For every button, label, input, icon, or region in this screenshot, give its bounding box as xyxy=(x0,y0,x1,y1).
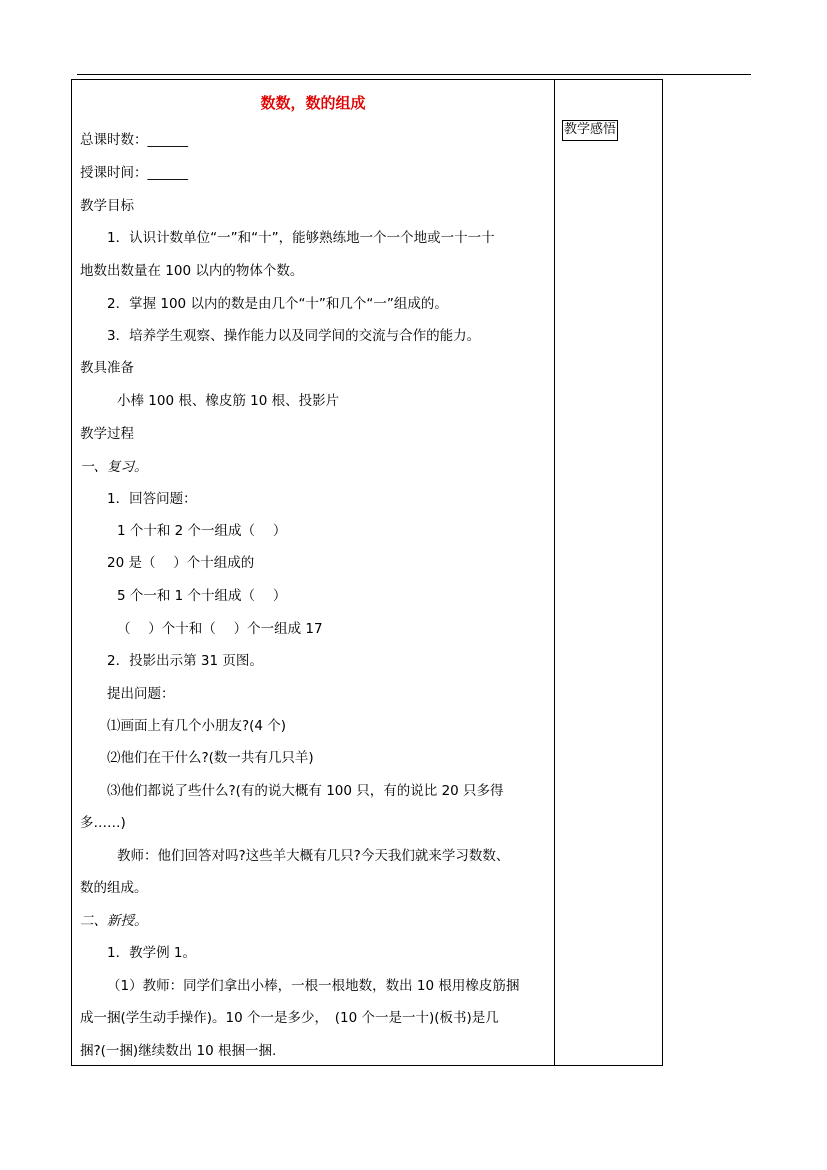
section-heading-process: 教学过程 xyxy=(80,426,134,442)
objective-3: 3．培养学生观察、操作能力以及同学间的交流与合作的能力。 xyxy=(107,328,481,344)
objective-1: 1．认识计数单位“一”和“十”，能够熟练地一个一个地或一十一十 xyxy=(107,230,495,246)
header-rule xyxy=(77,74,751,75)
review-item-1: 1．回答问题： xyxy=(107,491,197,507)
teacher-remark: 教师：他们回答对吗?这些羊大概有几只?今天我们就来学习数数、 xyxy=(117,848,510,864)
part-new-heading: 二、新授。 xyxy=(80,913,148,929)
lesson-title: 数数，数的组成 xyxy=(260,94,366,112)
question-point-3: ⑶他们都说了些什么?(有的说大概有 100 只，有的说比 20 只多得 xyxy=(107,783,504,799)
reflection-label: 教学感悟 xyxy=(562,120,618,141)
materials-list: 小棒 100 根、橡皮筋 10 根、投影片 xyxy=(117,393,340,409)
question-point-3-cont: 多……) xyxy=(80,815,126,831)
question-point-2: ⑵他们在干什么?(数一共有几只羊) xyxy=(107,750,314,766)
teaching-time-line: 授课时间：______ xyxy=(80,165,188,181)
activity-line-cont: 捆?(一捆)继续数出 10 根捆一捆. xyxy=(80,1043,277,1059)
activity-line: （1）教师：同学们拿出小棒，一根一根地数，数出 10 根用橡皮筋捆 xyxy=(107,978,520,994)
question-line: 5 个一和 1 个十组成（ ） xyxy=(117,588,287,604)
question-line: 20 是（ ）个十组成的 xyxy=(107,555,255,571)
question-line: 1 个十和 2 个一组成（ ） xyxy=(117,523,287,539)
lesson-table xyxy=(71,79,663,1066)
new-item-1: 1．教学例 1。 xyxy=(107,945,196,961)
objective-2: 2．掌握 100 以内的数是由几个“十”和几个“一”组成的。 xyxy=(107,296,448,312)
section-heading-materials: 教具准备 xyxy=(80,360,134,376)
review-item-2: 2．投影出示第 31 页图。 xyxy=(107,653,263,669)
column-divider xyxy=(554,79,555,1066)
question-line: （ ）个十和（ ）个一组成 17 xyxy=(117,621,323,637)
teacher-remark-cont: 数的组成。 xyxy=(80,880,148,896)
activity-line-cont: 成一捆(学生动手操作)。10 个一是多少， (10 个一是一十)(板书)是几 xyxy=(80,1010,499,1026)
raise-questions-label: 提出问题： xyxy=(107,686,175,702)
section-heading-objectives: 教学目标 xyxy=(80,198,134,214)
question-point-1: ⑴画面上有几个小朋友?(4 个) xyxy=(107,718,287,734)
part-review-heading: 一、复习。 xyxy=(80,459,148,475)
total-hours-line: 总课时数：______ xyxy=(80,132,188,148)
objective-1-cont: 地数出数量在 100 以内的物体个数。 xyxy=(80,263,304,279)
